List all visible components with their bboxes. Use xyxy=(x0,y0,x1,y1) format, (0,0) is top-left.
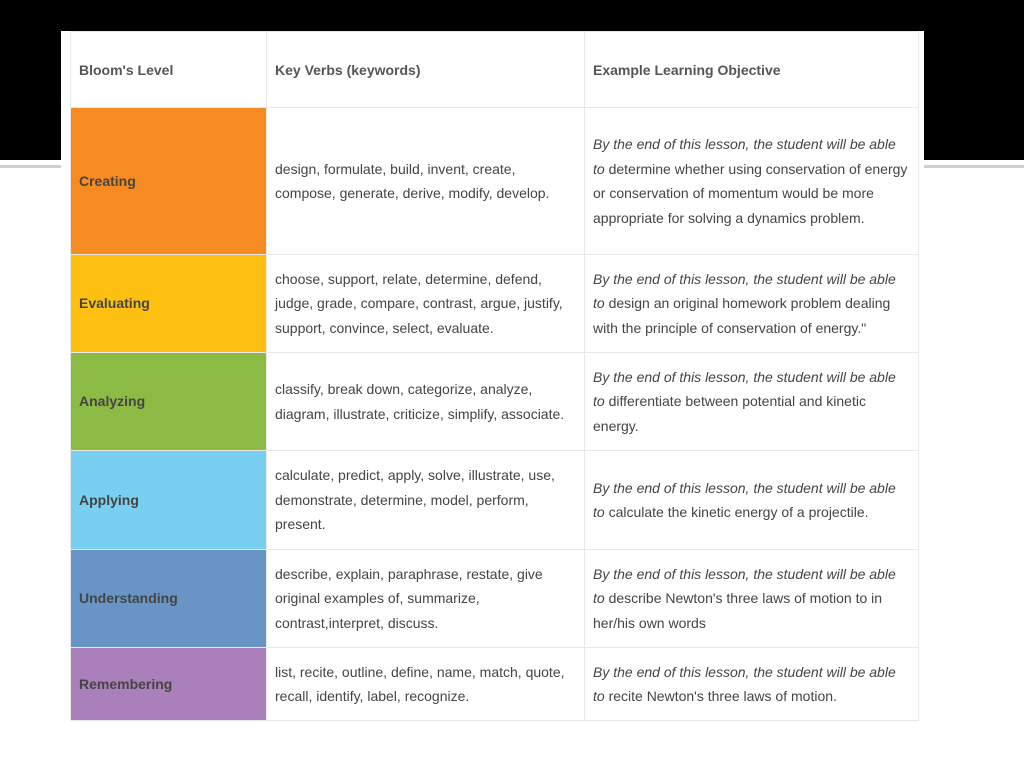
blooms-taxonomy-table xyxy=(70,31,919,721)
objective-text: differentiate between potential and kinetic energy. xyxy=(593,393,866,434)
verbs-cell: calculate, predict, apply, solve, illustrate, use, demonstrate, determine, model, perform, present. xyxy=(267,451,585,550)
table-row-analyzing xyxy=(71,353,919,451)
objective-lead: By the end of this lesson, the student will be able to xyxy=(593,479,896,520)
verbs-cell: choose, support, relate, determine, defend, judge, grade, compare, contrast, argue, justify, support, convince, select, evaluate. xyxy=(267,255,585,353)
objective-lead: By the end of this lesson, the student will be able to xyxy=(593,368,896,410)
level-cell-remembering xyxy=(71,648,267,721)
objective-text: describe Newton's three laws of motion to in her/his own words xyxy=(593,590,883,631)
objective-lead: By the end of this lesson, the student will be able to xyxy=(593,565,896,607)
objective-text: design an original homework problem dealing with the principle of conservation of energy." xyxy=(593,295,891,336)
table-header-row xyxy=(71,32,919,108)
header-example-objective: Example Learning Objective xyxy=(585,32,919,108)
level-cell-evaluating xyxy=(71,255,267,353)
objective-cell xyxy=(585,550,919,648)
level-label: Analyzing xyxy=(79,393,146,410)
level-cell-creating xyxy=(71,108,267,255)
table-row-applying xyxy=(71,451,919,550)
verbs-cell: classify, break down, categorize, analyze, diagram, illustrate, criticize, simplify, associate. xyxy=(267,353,585,451)
slide-divider-right xyxy=(922,165,1024,168)
table-card xyxy=(61,31,924,731)
objective-cell xyxy=(585,451,919,550)
table-row-evaluating xyxy=(71,255,919,353)
level-label: Remembering xyxy=(79,675,173,692)
level-label: Understanding xyxy=(79,590,178,607)
objective-text: recite Newton's three laws of motion. xyxy=(604,688,837,704)
table-row-creating xyxy=(71,108,919,255)
level-label: Applying xyxy=(79,491,139,508)
verbs-cell: list, recite, outline, define, name, match, quote, recall, identify, label, recognize. xyxy=(267,648,585,721)
header-blooms-level: Bloom's Level xyxy=(71,32,267,108)
table-row-understanding xyxy=(71,550,919,648)
level-cell-analyzing xyxy=(71,353,267,451)
level-cell-understanding xyxy=(71,550,267,648)
header-key-verbs: Key Verbs (keywords) xyxy=(267,32,585,108)
level-cell-applying xyxy=(71,451,267,550)
level-label: Creating xyxy=(79,172,136,189)
table-row-remembering xyxy=(71,648,919,721)
verbs-cell: describe, explain, paraphrase, restate, give original examples of, summarize, contrast,interpret, discuss. xyxy=(267,550,585,648)
objective-cell xyxy=(585,353,919,451)
objective-lead: By the end of this lesson, the student will be able to xyxy=(593,663,896,704)
verbs-cell: design, formulate, build, invent, create, compose, generate, derive, modify, develop. xyxy=(267,108,585,255)
slide-divider-left xyxy=(0,165,62,168)
objective-text: determine whether using conservation of energy or conservation of momentum would be more appropriate for solving a dynamics problem. xyxy=(593,160,908,226)
objective-text: calculate the kinetic energy of a projectile. xyxy=(604,504,869,520)
level-label: Evaluating xyxy=(79,295,150,312)
objective-cell xyxy=(585,255,919,353)
objective-lead: By the end of this lesson, the student will be able to xyxy=(593,136,896,177)
objective-cell xyxy=(585,648,919,721)
objective-lead: By the end of this lesson, the student will be able to xyxy=(593,270,896,312)
objective-cell xyxy=(585,108,919,255)
